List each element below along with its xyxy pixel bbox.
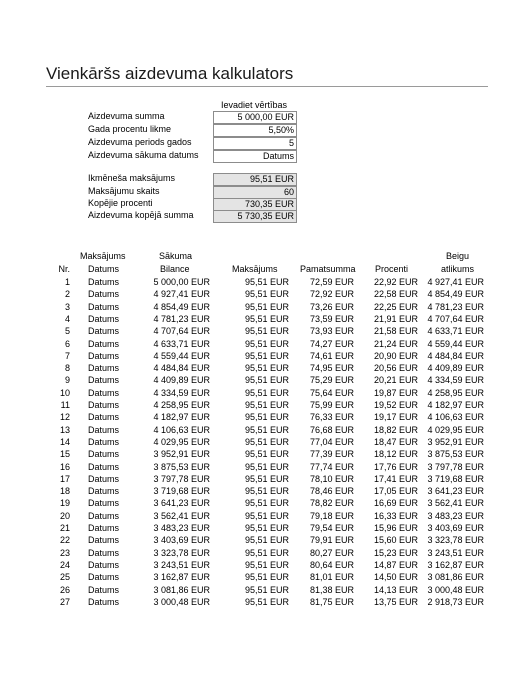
payment-cell: 95,51 EUR: [244, 449, 289, 460]
principal-cell: 74,27 EUR: [309, 338, 354, 349]
header-interest: Procenti: [375, 264, 409, 274]
table-row: [46, 276, 488, 288]
payment-cell: 95,51 EUR: [244, 301, 289, 312]
payment-date-cell: Datums: [88, 547, 120, 558]
interest-cell: 22,58 EUR: [373, 289, 418, 300]
payment-date-cell: Datums: [88, 375, 120, 386]
row-number-cell: 5: [64, 326, 70, 337]
table-row: [46, 547, 488, 559]
payment-cell: 95,51 EUR: [244, 436, 289, 447]
principal-cell: 79,91 EUR: [309, 535, 354, 546]
row-number-cell: 1: [64, 277, 70, 287]
input-row-loan-period: [88, 137, 298, 149]
principal-cell: 77,04 EUR: [309, 436, 354, 447]
start-balance-cell: 5 000,00 EUR: [153, 277, 210, 287]
interest-cell: 19,17 EUR: [373, 412, 418, 423]
table-row: [46, 571, 488, 583]
table-row: [46, 497, 488, 509]
table-row: [46, 559, 488, 571]
payment-date-cell: Datums: [88, 326, 120, 337]
payment-date-cell: Datums: [88, 473, 120, 484]
input-row-interest-rate: [88, 124, 298, 136]
start-date-label: Aizdevuma sākuma datums: [88, 150, 199, 160]
row-number-cell: 2: [64, 289, 70, 300]
row-number-cell: 3: [64, 301, 70, 312]
payment-date-cell: Datums: [88, 289, 120, 300]
interest-cell: 21,58 EUR: [373, 326, 418, 337]
table-row: [46, 301, 488, 313]
end-balance-cell: 4 106,63 EUR: [427, 412, 484, 423]
total-cost-label: Aizdevuma kopējā summa: [88, 210, 194, 220]
row-number-cell: 8: [64, 363, 70, 374]
total-cost-value: 5 730,35 EUR: [213, 210, 297, 223]
payment-date-cell: Datums: [88, 486, 120, 497]
table-row: [46, 534, 488, 546]
payment-date-cell: Datums: [88, 400, 120, 410]
interest-cell: 18,12 EUR: [373, 449, 418, 460]
start-balance-cell: 4 707,64 EUR: [153, 326, 210, 337]
row-number-cell: 23: [59, 547, 70, 558]
end-balance-cell: 4 559,44 EUR: [427, 338, 484, 349]
principal-cell: 75,99 EUR: [309, 400, 354, 410]
start-balance-cell: 4 633,71 EUR: [153, 338, 210, 349]
end-balance-cell: 3 483,23 EUR: [427, 510, 484, 521]
payment-date-cell: Datums: [88, 559, 120, 570]
principal-cell: 77,39 EUR: [309, 449, 354, 460]
payment-date-cell: Datums: [88, 277, 120, 287]
header-start-bottom: Bilance: [160, 264, 190, 274]
start-balance-cell: 4 854,49 EUR: [153, 301, 210, 312]
header-date-bottom: Datums: [88, 264, 120, 274]
row-number-cell: 26: [59, 584, 70, 595]
interest-rate-field[interactable]: 5,50%: [213, 124, 297, 137]
principal-cell: 74,61 EUR: [309, 350, 354, 361]
start-balance-cell: 4 334,59 EUR: [153, 387, 210, 398]
table-row: [46, 510, 488, 522]
start-balance-cell: 3 403,69 EUR: [153, 535, 210, 546]
payment-date-cell: Datums: [88, 436, 120, 447]
table-row: [46, 399, 488, 411]
interest-cell: 18,82 EUR: [373, 424, 418, 435]
table-row: [46, 374, 488, 386]
start-balance-cell: 3 797,78 EUR: [153, 473, 210, 484]
interest-cell: 17,05 EUR: [373, 486, 418, 497]
principal-cell: 75,29 EUR: [309, 375, 354, 386]
table-row: [46, 485, 488, 497]
end-balance-cell: 4 854,49 EUR: [427, 289, 484, 300]
row-number-cell: 22: [59, 535, 70, 546]
payment-cell: 95,51 EUR: [244, 584, 289, 595]
end-balance-cell: 4 927,41 EUR: [427, 277, 484, 287]
interest-cell: 22,25 EUR: [373, 301, 418, 312]
payment-date-cell: Datums: [88, 424, 120, 435]
end-balance-cell: 3 641,23 EUR: [427, 486, 484, 497]
payment-cell: 95,51 EUR: [244, 498, 289, 509]
principal-cell: 79,18 EUR: [309, 510, 354, 521]
payment-cell: 95,51 EUR: [244, 277, 289, 287]
header-end-bottom: atlikums: [441, 264, 475, 274]
table-row: [46, 411, 488, 423]
principal-cell: 81,01 EUR: [309, 572, 354, 583]
table-row: [46, 338, 488, 350]
table-row: [46, 325, 488, 337]
interest-cell: 21,24 EUR: [373, 338, 418, 349]
principal-cell: 81,38 EUR: [309, 584, 354, 595]
interest-cell: 14,13 EUR: [373, 584, 418, 595]
start-balance-cell: 3 243,51 EUR: [153, 559, 210, 570]
payment-date-cell: Datums: [88, 572, 120, 583]
end-balance-cell: 4 334,59 EUR: [427, 375, 484, 386]
start-balance-cell: 3 000,48 EUR: [153, 596, 210, 607]
loan-period-label: Aizdevuma periods gados: [88, 137, 192, 147]
start-balance-cell: 4 029,95 EUR: [153, 436, 210, 447]
payment-date-cell: Datums: [88, 301, 120, 312]
interest-cell: 14,50 EUR: [373, 572, 418, 583]
table-row: [46, 436, 488, 448]
end-balance-cell: 4 182,97 EUR: [427, 400, 484, 410]
start-balance-cell: 3 562,41 EUR: [153, 510, 210, 521]
payment-cell: 95,51 EUR: [244, 326, 289, 337]
interest-cell: 15,96 EUR: [373, 523, 418, 533]
title-divider: [46, 86, 488, 87]
end-balance-cell: 4 633,71 EUR: [427, 326, 484, 337]
payment-date-cell: Datums: [88, 350, 120, 361]
row-number-cell: 11: [60, 400, 70, 410]
end-balance-cell: 4 258,95 EUR: [427, 387, 484, 398]
end-balance-cell: 3 000,48 EUR: [427, 584, 484, 595]
payment-cell: 95,51 EUR: [244, 473, 289, 484]
principal-cell: 75,64 EUR: [309, 387, 354, 398]
start-balance-cell: 3 162,87 EUR: [153, 572, 210, 583]
inputs-header: Ievadiet vērtības: [220, 100, 288, 110]
interest-cell: 20,90 EUR: [373, 350, 418, 361]
payment-cell: 95,51 EUR: [244, 535, 289, 546]
input-row-start-date: [88, 150, 298, 162]
payment-date-cell: Datums: [88, 338, 120, 349]
end-balance-cell: 4 781,23 EUR: [427, 301, 484, 312]
header-payment: Maksājums: [232, 264, 278, 274]
table-row: [46, 448, 488, 460]
interest-cell: 15,23 EUR: [373, 547, 418, 558]
payment-date-cell: Datums: [88, 313, 120, 324]
start-balance-cell: 3 875,53 EUR: [153, 461, 210, 472]
monthly-payment-label: Ikmēneša maksājums: [88, 173, 176, 183]
interest-cell: 15,60 EUR: [373, 535, 418, 546]
start-balance-cell: 3 081,86 EUR: [153, 584, 210, 595]
principal-cell: 76,68 EUR: [309, 424, 354, 435]
payment-cell: 95,51 EUR: [244, 350, 289, 361]
end-balance-cell: 3 323,78 EUR: [427, 535, 484, 546]
row-number-cell: 9: [64, 375, 70, 386]
start-date-field[interactable]: Datums: [213, 150, 297, 163]
start-balance-cell: 4 781,23 EUR: [153, 313, 210, 324]
payment-cell: 95,51 EUR: [244, 461, 289, 472]
payment-count-value: 60: [213, 186, 297, 199]
payment-cell: 95,51 EUR: [244, 510, 289, 521]
payment-date-cell: Datums: [88, 535, 120, 546]
principal-cell: 72,59 EUR: [309, 277, 354, 287]
payment-cell: 95,51 EUR: [244, 387, 289, 398]
row-number-cell: 16: [59, 461, 70, 472]
principal-cell: 76,33 EUR: [309, 412, 354, 423]
end-balance-cell: 3 719,68 EUR: [427, 473, 484, 484]
end-balance-cell: 2 918,73 EUR: [427, 596, 484, 607]
principal-cell: 73,26 EUR: [309, 301, 354, 312]
header-principal: Pamatsumma: [300, 264, 356, 274]
start-balance-cell: 4 409,89 EUR: [153, 375, 210, 386]
payment-date-cell: Datums: [88, 461, 120, 472]
payment-cell: 95,51 EUR: [244, 486, 289, 497]
principal-cell: 78,10 EUR: [309, 473, 354, 484]
header-start-top: Sākuma: [159, 251, 193, 261]
start-balance-cell: 3 483,23 EUR: [153, 523, 210, 533]
table-row: [46, 424, 488, 436]
row-number-cell: 13: [59, 424, 70, 435]
total-interest-value: 730,35 EUR: [213, 198, 297, 211]
total-interest-label: Kopējie procenti: [88, 198, 153, 208]
payment-date-cell: Datums: [88, 523, 120, 533]
row-number-cell: 17: [59, 473, 70, 484]
end-balance-cell: 3 797,78 EUR: [427, 461, 484, 472]
result-row-payment-count: [88, 186, 298, 198]
loan-period-field[interactable]: 5: [213, 137, 297, 150]
row-number-cell: 4: [64, 313, 70, 324]
payment-cell: 95,51 EUR: [244, 572, 289, 583]
loan-amount-field[interactable]: 5 000,00 EUR: [213, 111, 297, 124]
end-balance-cell: 3 875,53 EUR: [427, 449, 484, 460]
payment-date-cell: Datums: [88, 412, 120, 423]
result-row-monthly-payment: [88, 173, 298, 185]
interest-cell: 19,52 EUR: [373, 400, 418, 410]
principal-cell: 80,27 EUR: [309, 547, 354, 558]
payment-count-label: Maksājumu skaits: [88, 186, 160, 196]
monthly-payment-value: 95,51 EUR: [213, 173, 297, 186]
start-balance-cell: 3 952,91 EUR: [153, 449, 210, 460]
principal-cell: 78,46 EUR: [309, 486, 354, 497]
row-number-cell: 27: [59, 596, 70, 607]
interest-cell: 17,41 EUR: [373, 473, 418, 484]
interest-cell: 22,92 EUR: [373, 277, 418, 287]
principal-cell: 80,64 EUR: [309, 559, 354, 570]
payment-cell: 95,51 EUR: [244, 313, 289, 324]
payment-cell: 95,51 EUR: [244, 412, 289, 423]
loan-amount-label: Aizdevuma summa: [88, 111, 165, 121]
table-row: [46, 461, 488, 473]
header-date-top: Maksājums: [80, 251, 126, 261]
table-row: [46, 584, 488, 596]
payment-date-cell: Datums: [88, 363, 120, 374]
result-row-total-interest: [88, 198, 298, 210]
end-balance-cell: 3 952,91 EUR: [427, 436, 484, 447]
start-balance-cell: 3 719,68 EUR: [153, 486, 210, 497]
row-number-cell: 14: [59, 436, 70, 447]
payment-date-cell: Datums: [88, 449, 120, 460]
start-balance-cell: 4 258,95 EUR: [153, 400, 210, 410]
start-balance-cell: 3 641,23 EUR: [153, 498, 210, 509]
end-balance-cell: 3 562,41 EUR: [427, 498, 484, 509]
end-balance-cell: 3 243,51 EUR: [427, 547, 484, 558]
payment-date-cell: Datums: [88, 498, 120, 509]
start-balance-cell: 4 106,63 EUR: [153, 424, 210, 435]
principal-cell: 79,54 EUR: [309, 523, 354, 533]
payment-cell: 95,51 EUR: [244, 424, 289, 435]
principal-cell: 72,92 EUR: [309, 289, 354, 300]
payment-cell: 95,51 EUR: [244, 547, 289, 558]
principal-cell: 78,82 EUR: [309, 498, 354, 509]
table-row: [46, 362, 488, 374]
interest-rate-label: Gada procentu likme: [88, 124, 172, 134]
table-row: [46, 313, 488, 325]
input-row-loan-amount: [88, 111, 298, 123]
interest-cell: 21,91 EUR: [373, 313, 418, 324]
row-number-cell: 25: [59, 572, 70, 583]
header-nr: Nr.: [58, 264, 70, 274]
payment-cell: 95,51 EUR: [244, 363, 289, 374]
end-balance-cell: 3 081,86 EUR: [427, 572, 484, 583]
result-row-total-cost: [88, 210, 298, 222]
row-number-cell: 15: [59, 449, 70, 460]
end-balance-cell: 3 403,69 EUR: [427, 523, 484, 533]
start-balance-cell: 4 559,44 EUR: [153, 350, 210, 361]
start-balance-cell: 4 182,97 EUR: [153, 412, 210, 423]
payment-cell: 95,51 EUR: [244, 523, 289, 533]
row-number-cell: 10: [59, 387, 70, 398]
interest-cell: 20,21 EUR: [373, 375, 418, 386]
interest-cell: 18,47 EUR: [373, 436, 418, 447]
payment-date-cell: Datums: [88, 584, 120, 595]
table-row: [46, 596, 488, 608]
principal-cell: 73,93 EUR: [309, 326, 354, 337]
row-number-cell: 6: [64, 338, 70, 349]
start-balance-cell: 4 484,84 EUR: [153, 363, 210, 374]
interest-cell: 17,76 EUR: [373, 461, 418, 472]
interest-cell: 19,87 EUR: [373, 387, 418, 398]
table-row: [46, 288, 488, 300]
interest-cell: 16,33 EUR: [373, 510, 418, 521]
end-balance-cell: 4 029,95 EUR: [427, 424, 484, 435]
interest-cell: 20,56 EUR: [373, 363, 418, 374]
row-number-cell: 19: [59, 498, 70, 509]
payment-cell: 95,51 EUR: [244, 596, 289, 607]
principal-cell: 77,74 EUR: [309, 461, 354, 472]
principal-cell: 73,59 EUR: [309, 313, 354, 324]
row-number-cell: 21: [59, 523, 70, 533]
table-row: [46, 473, 488, 485]
start-balance-cell: 3 323,78 EUR: [153, 547, 210, 558]
row-number-cell: 24: [59, 559, 70, 570]
payment-cell: 95,51 EUR: [244, 375, 289, 386]
page-title: Vienkāršs aizdevuma kalkulators: [46, 64, 294, 83]
row-number-cell: 12: [59, 412, 70, 423]
table-row: [46, 350, 488, 362]
principal-cell: 74,95 EUR: [309, 363, 354, 374]
header-end-top: Beigu: [446, 251, 470, 261]
row-number-cell: 20: [59, 510, 70, 521]
table-row: [46, 387, 488, 399]
payment-date-cell: Datums: [88, 596, 120, 607]
start-balance-cell: 4 927,41 EUR: [153, 289, 210, 300]
interest-cell: 13,75 EUR: [373, 596, 418, 607]
payment-date-cell: Datums: [88, 510, 120, 521]
payment-cell: 95,51 EUR: [244, 400, 289, 410]
end-balance-cell: 3 162,87 EUR: [427, 559, 484, 570]
row-number-cell: 18: [59, 486, 70, 497]
table-row: [46, 522, 488, 534]
payment-date-cell: Datums: [88, 387, 120, 398]
payment-cell: 95,51 EUR: [244, 559, 289, 570]
end-balance-cell: 4 707,64 EUR: [427, 313, 484, 324]
row-number-cell: 7: [64, 350, 70, 361]
interest-cell: 16,69 EUR: [373, 498, 418, 509]
end-balance-cell: 4 409,89 EUR: [427, 363, 484, 374]
principal-cell: 81,75 EUR: [309, 596, 354, 607]
payment-cell: 95,51 EUR: [244, 289, 289, 300]
payment-cell: 95,51 EUR: [244, 338, 289, 349]
end-balance-cell: 4 484,84 EUR: [427, 350, 484, 361]
interest-cell: 14,87 EUR: [373, 559, 418, 570]
